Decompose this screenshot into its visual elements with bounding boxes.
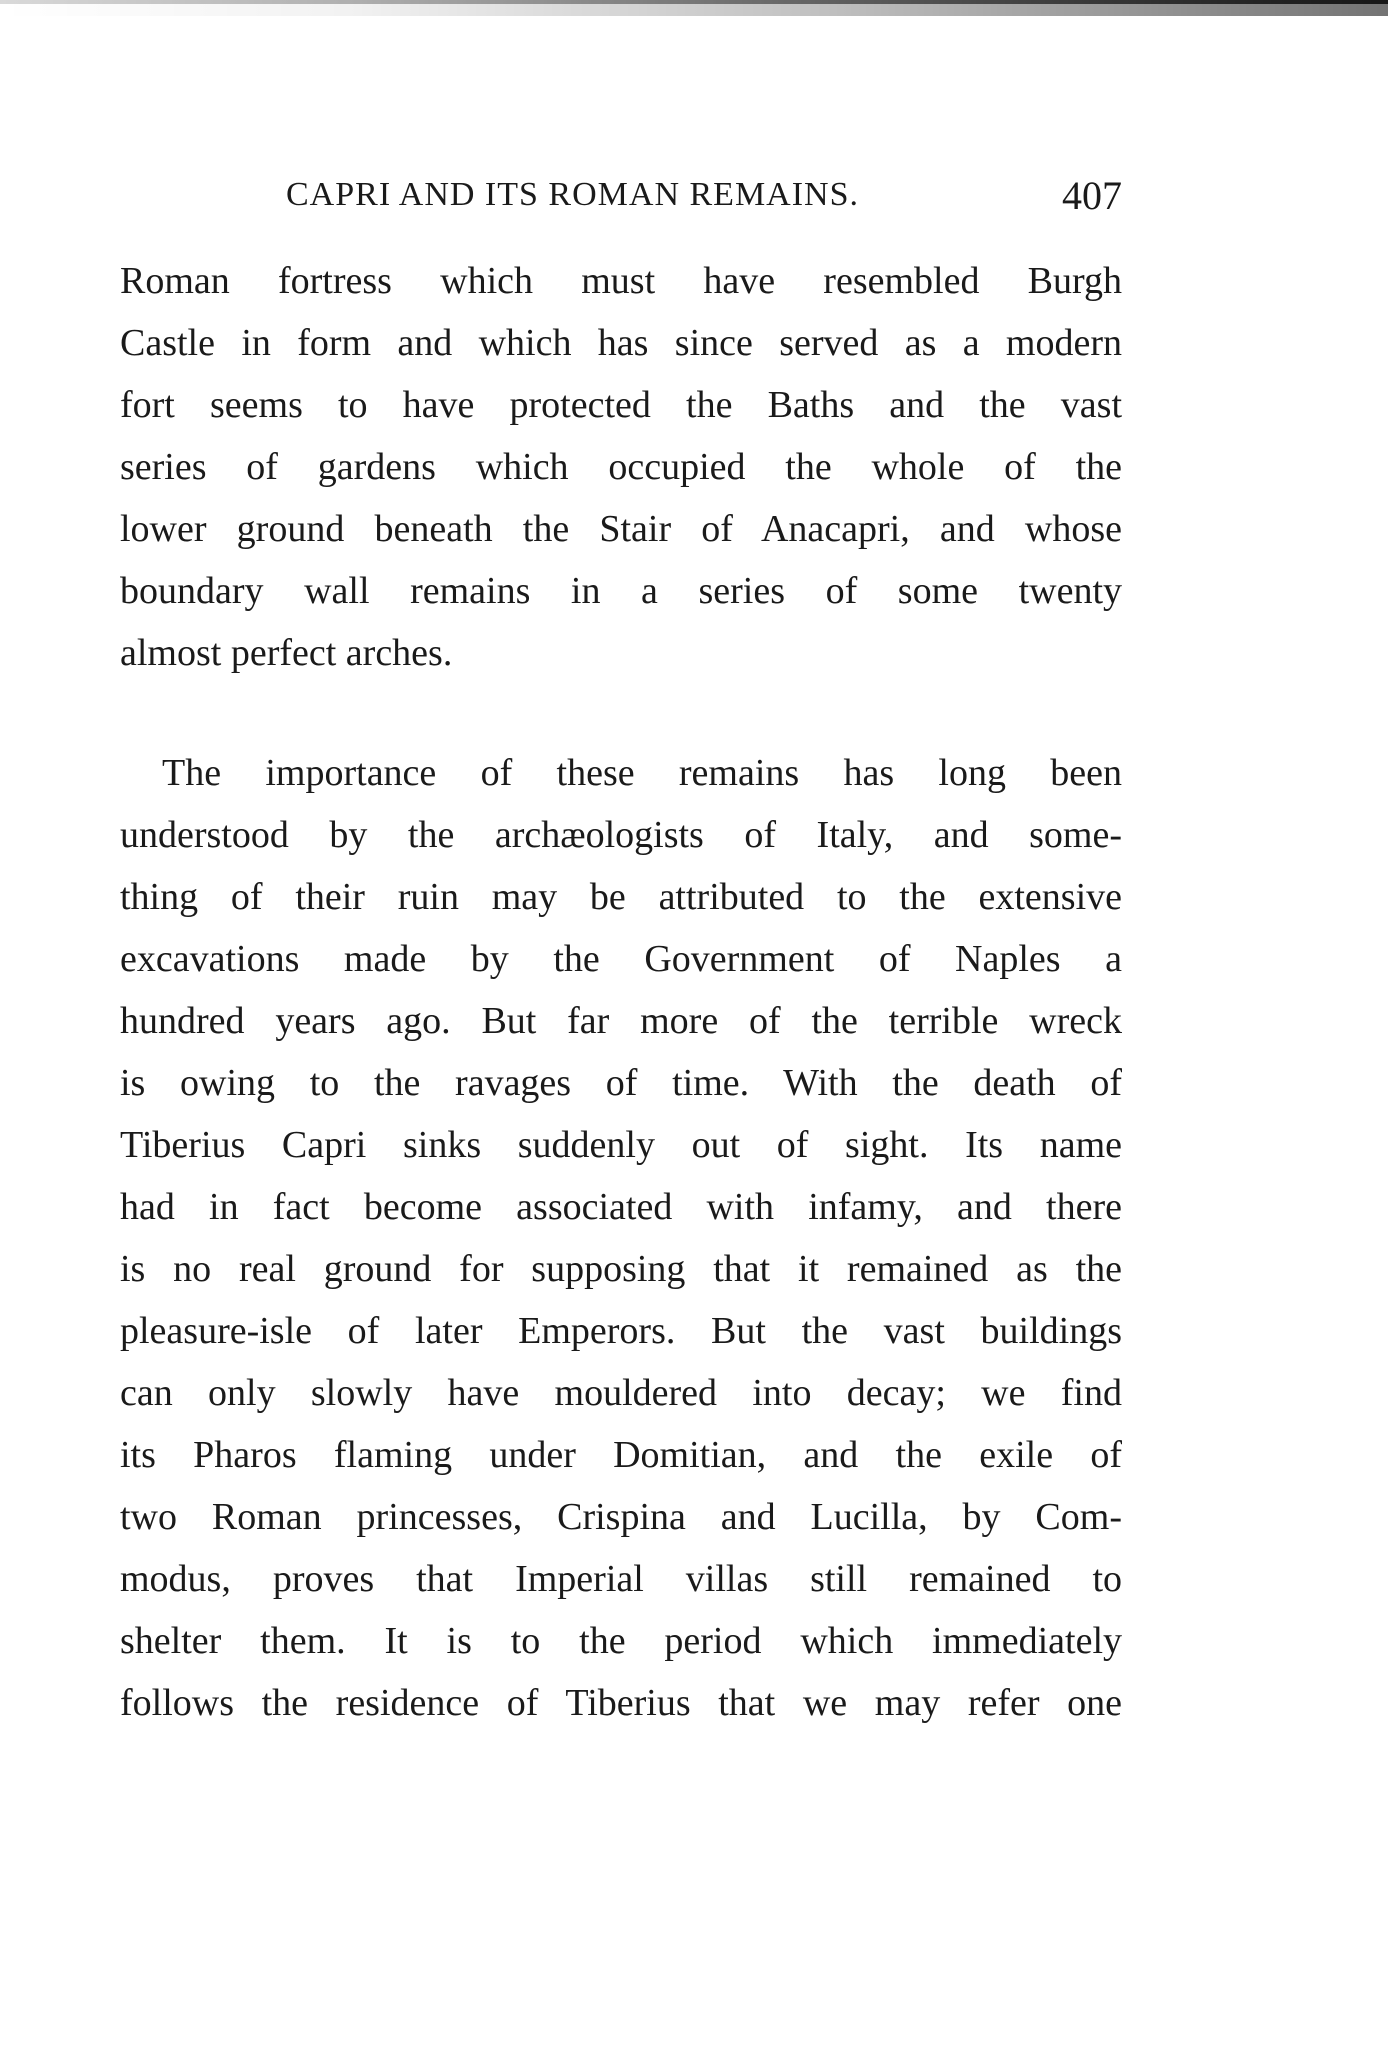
text-line: thing of their ruin may be attributed to the extensive	[120, 876, 1122, 918]
page-number: 407	[1062, 173, 1122, 218]
text-line: two Roman princesses, Crispina and Lucilla, by Com-	[120, 1496, 1122, 1538]
text-line: modus, proves that Imperial villas still remained to	[120, 1558, 1122, 1600]
text-line: series of gardens which occupied the whole of the	[120, 446, 1122, 488]
text-line: hundred years ago. But far more of the terrible wreck	[120, 1000, 1122, 1042]
text-line: had in fact become associated with infamy, and there	[120, 1186, 1122, 1228]
paragraph-1	[120, 250, 1122, 684]
text-line: Castle in form and which has since served as a modern	[120, 322, 1122, 364]
text-line: The importance of these remains has long been	[162, 752, 1122, 794]
text-line: understood by the archæologists of Italy, and some-	[120, 814, 1122, 856]
text-line: shelter them. It is to the period which immediately	[120, 1620, 1122, 1662]
text-line: fort seems to have protected the Baths and the vast	[120, 384, 1122, 426]
text-line: can only slowly have mouldered into decay; we find	[120, 1372, 1122, 1414]
text-line: is owing to the ravages of time. With the death of	[120, 1062, 1122, 1104]
text-line: almost perfect arches.	[120, 632, 453, 674]
paragraph-2	[120, 742, 1122, 1734]
text-line: excavations made by the Government of Naples a	[120, 938, 1122, 980]
text-line: boundary wall remains in a series of some twenty	[120, 570, 1122, 612]
text-line: is no real ground for supposing that it remained as the	[120, 1248, 1122, 1290]
text-line: follows the residence of Tiberius that we may refer one	[120, 1682, 1122, 1724]
text-line: lower ground beneath the Stair of Anacapri, and whose	[120, 508, 1122, 550]
text-line: Tiberius Capri sinks suddenly out of sight. Its name	[120, 1124, 1122, 1166]
running-title: CAPRI AND ITS ROMAN REMAINS.	[286, 176, 860, 213]
running-head	[122, 172, 1122, 222]
scan-edge-line	[0, 0, 1388, 4]
text-line: pleasure-isle of later Emperors. But the vast buildings	[120, 1310, 1122, 1352]
text-line: its Pharos flaming under Domitian, and the exile of	[120, 1434, 1122, 1476]
text-line: Roman fortress which must have resembled Burgh	[120, 260, 1122, 302]
